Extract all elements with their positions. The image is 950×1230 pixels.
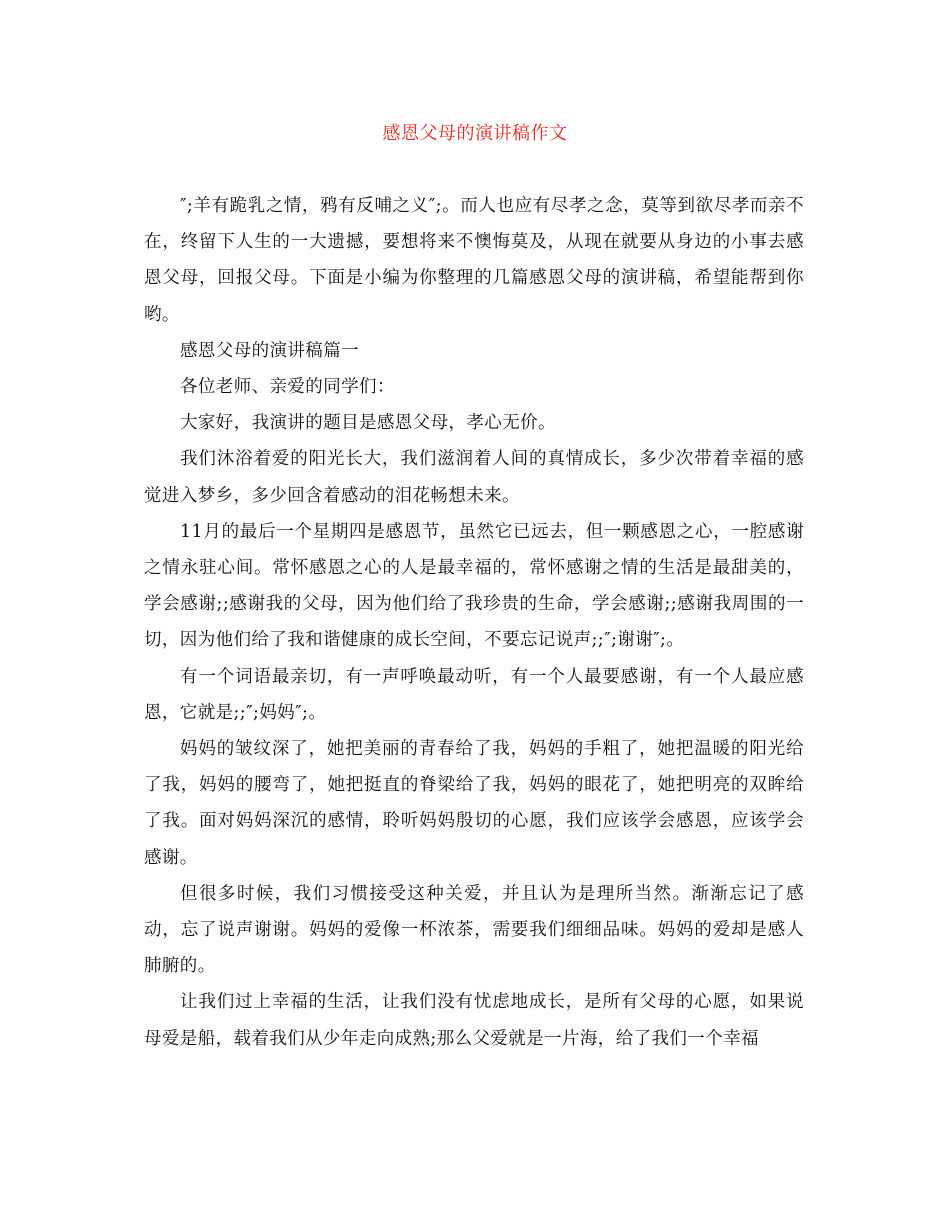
paragraph: 但很多时候，我们习惯接受这种关爱，并且认为是理所当然。渐渐忘记了感动，忘了说声谢谢。妈妈的爱像一杯浓茶，需要我们细细品味。妈妈的爱却是感人肺腑的。 — [144, 883, 804, 977]
paragraph: 我们沐浴着爱的阳光长大，我们滋润着人间的真情成长，多少次带着幸福的感觉进入梦乡，多少回含着感动的泪花畅想未来。 — [144, 449, 804, 506]
paragraph-intro: ″;羊有跪乳之情，鸦有反哺之义″;。而人也应有尽孝之念，莫等到欲尽孝而亲不在，终留下人生的一大遗撼，要想将来不懊悔莫及，从现在就要从身边的小事去感恩父母，回报父母。下面是小编为你整理的几篇感恩父母的演讲稿，希望能帮到你哟。 — [144, 196, 804, 325]
paragraph-greeting: 大家好，我演讲的题目是感恩父母，孝心无价。 — [180, 413, 556, 434]
paragraph: 有一个词语最亲切，有一声呼唤最动听，有一个人最要感谢，有一个人最应感恩，它就是;;″;妈妈″;。 — [144, 666, 804, 723]
paragraph: 11月的最后一个星期四是感恩节，虽然它已远去，但一颗感恩之心，一腔感谢之情永驻心间。常怀感恩之心的人是最幸福的，常怀感谢之情的生活是最甜美的，学会感谢;;感谢我的父母，因为他们给了我珍贵的生命，学会感谢;;感谢我周围的一切，因为他们给了我和谐健康的成长空间，不要忘记说声;;″;谢谢″;。 — [144, 521, 804, 651]
paragraph: 妈妈的皱纹深了，她把美丽的青春给了我，妈妈的手粗了，她把温暖的阳光给了我，妈妈的腰弯了，她把挺直的脊梁给了我，妈妈的眼花了，她把明亮的双眸给了我。面对妈妈深沉的感情，聆听妈妈殷切的心愿，我们应该学会感恩，应该学会感谢。 — [144, 739, 804, 868]
document-body — [144, 188, 804, 1057]
document-title: 感恩父母的演讲稿作文 — [382, 123, 568, 144]
paragraph-truncated: 让我们过上幸福的生活，让我们没有忧虑地成长，是所有父母的心愿，如果说母爱是船，载着我们从少年走向成熟;那么父爱就是一片海，给了我们一个幸福 — [144, 992, 804, 1049]
section-heading: 感恩父母的演讲稿篇一 — [180, 340, 359, 361]
salutation: 各位老师、亲爱的同学们： — [180, 377, 395, 398]
